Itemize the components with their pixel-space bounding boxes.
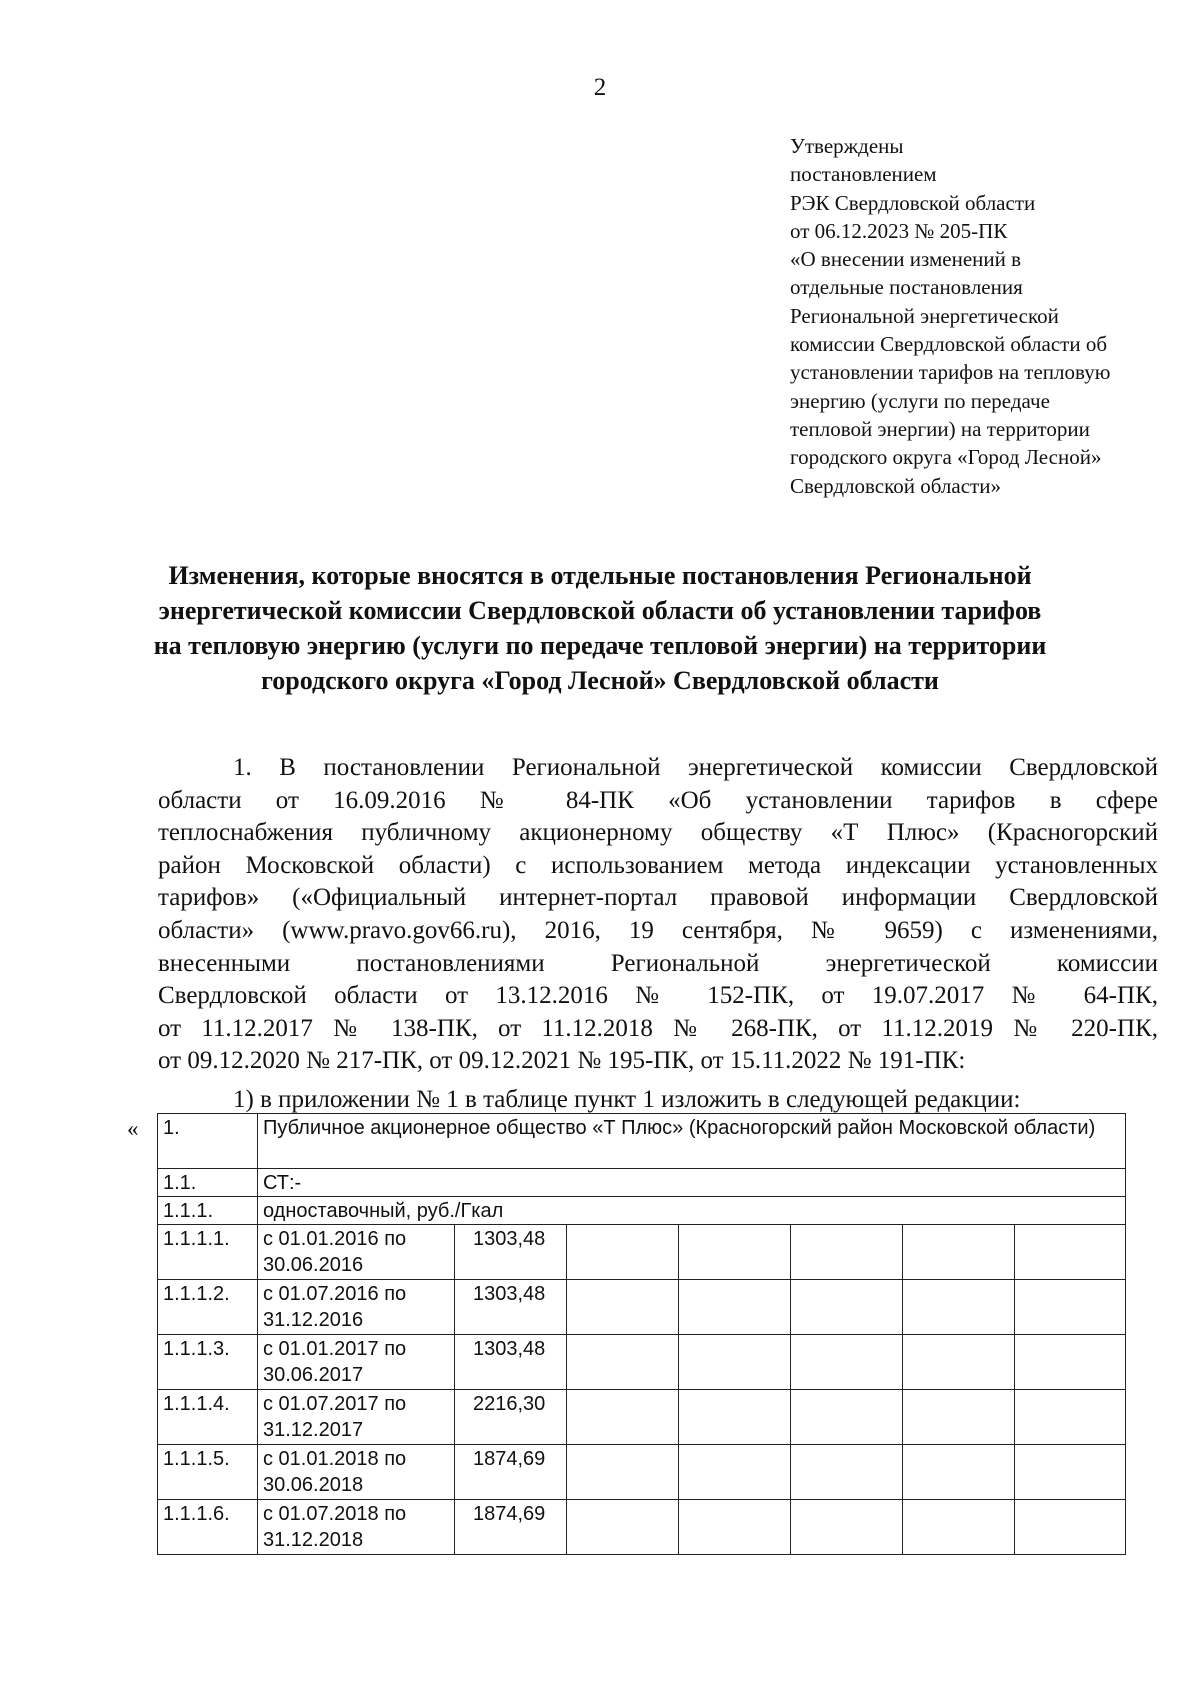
opening-quote: «	[127, 1116, 139, 1141]
period-cell	[258, 1500, 455, 1555]
period-from: с 01.07.2018 по	[263, 1503, 407, 1525]
table-row	[158, 1169, 1126, 1197]
period-to: 30.06.2018	[263, 1474, 364, 1496]
approval-line: энергию (услуги по передаче	[790, 388, 1050, 413]
table-row	[158, 1280, 1126, 1335]
row-number: 1.1.1.3.	[158, 1335, 258, 1390]
empty-cell	[567, 1500, 679, 1555]
empty-cell	[791, 1445, 903, 1500]
paragraph-line: тарифов» («Официальный интернет-портал правовой информации Свердловской	[158, 884, 1158, 912]
empty-cell	[903, 1390, 1015, 1445]
system-cell: СТ:-	[258, 1169, 1126, 1197]
table-row	[158, 1445, 1126, 1500]
approval-line: «О внесении изменений в	[790, 247, 1022, 272]
approval-line: установлении тарифов на тепловую	[790, 360, 1111, 385]
row-number: 1.1.	[158, 1169, 258, 1197]
empty-cell	[903, 1280, 1015, 1335]
period-from: с 01.01.2018 по	[263, 1448, 407, 1470]
org-name-cell: Публичное акционерное общество «Т Плюс» (Красногорский район Московской области)	[258, 1114, 1126, 1169]
empty-cell	[567, 1390, 679, 1445]
row-number: 1.1.1.4.	[158, 1390, 258, 1445]
approval-line: городского округа «Город Лесной»	[790, 445, 1102, 470]
approval-line: Свердловской области»	[790, 473, 1001, 498]
period-cell	[258, 1390, 455, 1445]
period-cell	[258, 1225, 455, 1280]
period-to: 30.06.2016	[263, 1254, 364, 1276]
tariff-value: 1303,48	[455, 1335, 567, 1390]
approval-line: тепловой энергии) на территории	[790, 416, 1090, 441]
approval-line: РЭК Свердловской области	[790, 190, 1036, 215]
paragraph-line: от 09.12.2020 № 217-ПК, от 09.12.2021 № 195-ПК, от 15.11.2022 № 191-ПК:	[158, 1047, 966, 1075]
tariff-type-cell: одноставочный, руб./Гкал	[258, 1197, 1126, 1225]
period-cell	[258, 1335, 455, 1390]
empty-cell	[903, 1445, 1015, 1500]
row-number: 1.1.1.5.	[158, 1445, 258, 1500]
paragraph-line: район Московской области) с использованием метода индексации установленных	[158, 851, 1158, 879]
empty-cell	[791, 1335, 903, 1390]
approval-line: постановлением	[790, 162, 937, 187]
paragraph-line: области от 16.09.2016 № 84-ПК «Об установлении тарифов в сфере	[158, 786, 1158, 814]
paragraph-line: области» (www.pravo.gov66.ru), 2016, 19 сентября, № 9659) с изменениями,	[158, 916, 1158, 944]
approval-line: отдельные постановления	[790, 275, 1023, 300]
period-from: с 01.01.2017 по	[263, 1338, 407, 1360]
empty-cell	[903, 1500, 1015, 1555]
empty-cell	[679, 1225, 791, 1280]
table-row	[158, 1500, 1126, 1555]
period-to: 31.12.2017	[263, 1419, 364, 1441]
row-number: 1.	[158, 1114, 258, 1169]
tariff-value: 1874,69	[455, 1445, 567, 1500]
empty-cell	[679, 1280, 791, 1335]
row-number: 1.1.1.2.	[158, 1280, 258, 1335]
approval-line: комиссии Свердловской области об	[790, 332, 1108, 357]
table-row	[158, 1114, 1126, 1169]
period-to: 30.06.2017	[263, 1364, 364, 1386]
table-row	[158, 1390, 1126, 1445]
empty-cell	[679, 1390, 791, 1445]
paragraph-line: 1. В постановлении Региональной энергетической комиссии Свердловской	[233, 754, 1158, 781]
empty-cell	[791, 1500, 903, 1555]
empty-cell	[567, 1445, 679, 1500]
paragraph-line: от 11.12.2017 № 138-ПК, от 11.12.2018 № 268-ПК, от 11.12.2019 № 220-ПК,	[158, 1014, 1158, 1042]
document-title	[140, 558, 1060, 698]
empty-cell	[903, 1225, 1015, 1280]
paragraph-line: теплоснабжения публичному акционерному обществу «Т Плюс» (Красногорский	[158, 819, 1158, 847]
row-number: 1.1.1.1.	[158, 1225, 258, 1280]
empty-cell	[679, 1445, 791, 1500]
title-line: энергетической комиссии Свердловской области об установлении тарифов	[158, 596, 1042, 625]
empty-cell	[1015, 1225, 1126, 1280]
period-from: с 01.07.2017 по	[263, 1393, 407, 1415]
row-number: 1.1.1.6.	[158, 1500, 258, 1555]
empty-cell	[903, 1335, 1015, 1390]
approval-line: от 06.12.2023 № 205-ПК	[790, 218, 1008, 243]
period-from: с 01.01.2016 по	[263, 1228, 407, 1250]
empty-cell	[1015, 1280, 1126, 1335]
empty-cell	[1015, 1335, 1126, 1390]
period-from: с 01.07.2016 по	[263, 1283, 407, 1305]
paragraph-1	[158, 752, 1158, 1078]
period-cell	[258, 1280, 455, 1335]
approval-line: Утверждены	[790, 134, 904, 158]
empty-cell	[679, 1500, 791, 1555]
empty-cell	[791, 1225, 903, 1280]
approval-stamp	[790, 132, 1170, 500]
tariff-value: 1874,69	[455, 1500, 567, 1555]
row-number: 1.1.1.	[158, 1197, 258, 1225]
approval-line: Региональной энергетической	[790, 303, 1059, 328]
empty-cell	[791, 1280, 903, 1335]
empty-cell	[1015, 1500, 1126, 1555]
subpoint-1: 1) в приложении № 1 в таблице пункт 1 изложить в следующей редакции:	[233, 1086, 1021, 1113]
tariff-value: 1303,48	[455, 1280, 567, 1335]
period-to: 31.12.2018	[263, 1529, 364, 1551]
tariff-value: 1303,48	[455, 1225, 567, 1280]
empty-cell	[791, 1390, 903, 1445]
table-row	[158, 1197, 1126, 1225]
title-line: на тепловую энергию (услуги по передаче тепловой энергии) на территории	[153, 631, 1047, 660]
empty-cell	[567, 1280, 679, 1335]
period-cell	[258, 1445, 455, 1500]
empty-cell	[567, 1335, 679, 1390]
table-row	[158, 1225, 1126, 1280]
paragraph-line: Свердловской области от 13.12.2016 № 152-ПК, от 19.07.2017 № 64-ПК,	[158, 982, 1158, 1010]
empty-cell	[679, 1335, 791, 1390]
page-number: 2	[593, 74, 607, 101]
period-to: 31.12.2016	[263, 1309, 364, 1331]
table-row	[158, 1335, 1126, 1390]
title-line: Изменения, которые вносятся в отдельные постановления Региональной	[168, 561, 1032, 590]
empty-cell	[1015, 1390, 1126, 1445]
empty-cell	[1015, 1445, 1126, 1500]
tariff-value: 2216,30	[455, 1390, 567, 1445]
tariff-table	[157, 1113, 1126, 1555]
empty-cell	[567, 1225, 679, 1280]
title-line: городского округа «Город Лесной» Свердловской области	[261, 666, 939, 695]
paragraph-line: внесенными постановлениями Региональной энергетической комиссии	[158, 949, 1158, 977]
